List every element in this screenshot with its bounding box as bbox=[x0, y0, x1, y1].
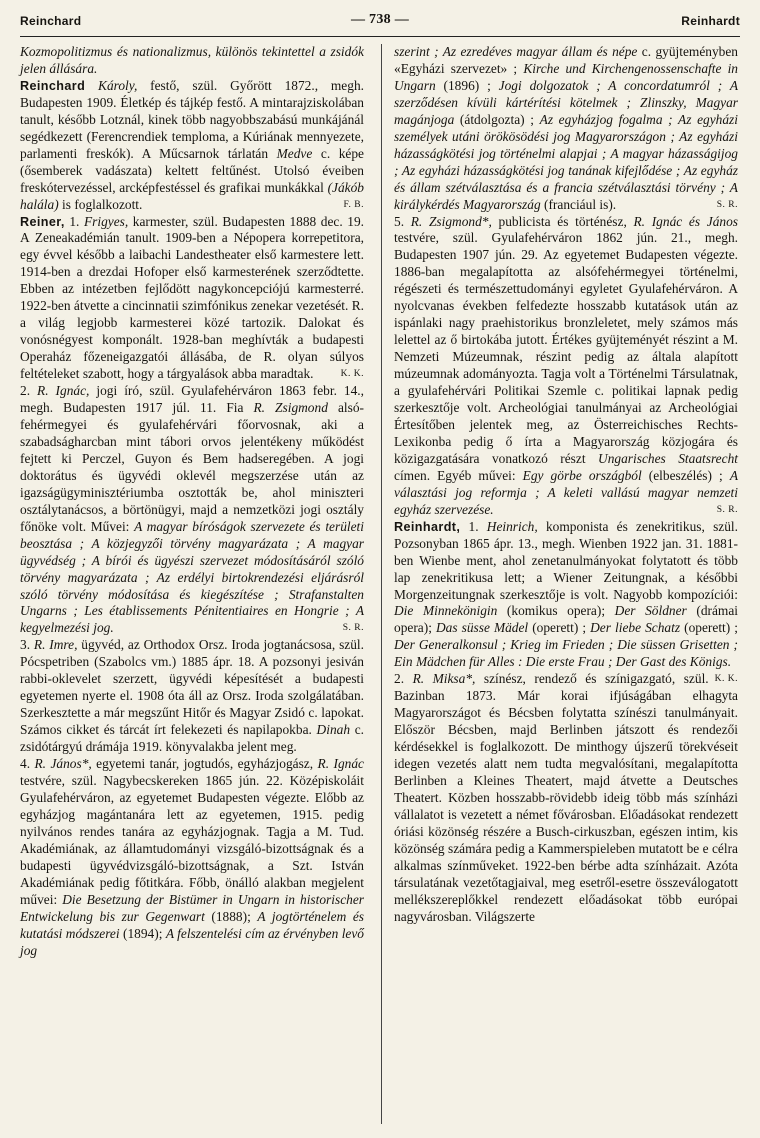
person-name: R. Ignác és János bbox=[633, 213, 738, 229]
person-name: R. Miksa*, bbox=[412, 671, 476, 687]
page-number: — 738 — bbox=[350, 12, 410, 27]
headword: Reinhardt, bbox=[394, 519, 461, 534]
entry-reinhardt-miksa: 2. R. Miksa*, színész, rendező és színigazgató, szül. Bazinban 1873. Már korai ifjúságában elhagyta Magyarországot és Bécsben folytatta színészi tanulmányait. Először Bécsben, majd Berlinben játszott és rendezői kérdésekkel is foglalkozott. De minthogy újszerű törekvéseit idegen vezetés alatt nem tudta megvalósítani, megalapította Berlinben a Kleines Theatert, majd átvette a Deutsches Theatert. Közben hosszabb-rövidebb ideig több más színházi vállalatot is vezetett a német fővárosban. Előadásokat rendezett óriási közönség részére a Busch-cirkuszban, egészen intim, kis közönség számára pedig a Kammerspieleben mutatott be e célra alkalmas színműveket. 1922-ben bérbe adta színházait. Azóta társulatának vezetőtagjaival, meg esetről-esetre összeválogatott mellékszereplőkkel rendezett előadásokat több európai nagyvárosban. Világszerte bbox=[394, 671, 738, 924]
author-signature: K. K. bbox=[340, 369, 364, 380]
author-signature: S. R. bbox=[716, 199, 738, 210]
right-column bbox=[394, 44, 738, 926]
person-name: R. Imre, bbox=[33, 637, 78, 653]
work-title: Ungarisches Staatsrecht bbox=[598, 450, 738, 466]
work-title: A felszentelési cím az érvényben levő jog bbox=[20, 925, 364, 958]
continuation-paragraph: szerint ; Az ezredéves magyar állam és népe c. gyüjteményben «Egyházi szervezet» ; Kirche und Kirchengenossenschafte in Ungarn (1896) ; Jogi dolgozatok ; A concordatumról ; A szerződésen kívüli kártérítési kötelmek ; Zlinszky, Magyar magánjoga (átdolgozta) ; Az egyházjog fogalma ; Az egyházi személyek utáni örökösödési jog Magyarországon ; Az egyházi házasságkötési jog történelmi alapjai ; A magyar házasságijog ; Az egyházi házasságkötési jog tanának kifejlődése ; Az egyház és állam szétválasztása és a francia szétválasztási törvény ; A királykérdés Magyarország (franciául is). S. R. bbox=[394, 44, 738, 212]
left-column bbox=[20, 44, 364, 959]
work-titles: Jogi dolgozatok ; A concordatumról ; A szerződésen kívüli kártérítési kötelmek ; Zlinszky, Magyar magánjoga bbox=[394, 77, 738, 127]
person-name: R. Ignác, bbox=[37, 383, 90, 399]
work-title: Egy görbe országból bbox=[522, 467, 642, 483]
work-titles: Az egyházjog fogalma ; Az egyházi személyek utáni örökösödési jog Magyarországon ; Az egyházi házasságkötési jog történelmi alapjai ; A magyar házasságijog ; Az egyházi házasságkötési jog tanának kifejlődése ; Az egyház és állam szétválasztása és a francia szétválasztási törvény ; A királykérdés Magyarország bbox=[394, 111, 738, 212]
page-header bbox=[20, 12, 740, 37]
person-name: R. János*, bbox=[34, 756, 92, 772]
entry-reinhardt-heinrich: Reinhardt, 1. Heinrich, komponista és zenekritikus, szül. Pozsonyban 1865 ápr. 13., megh. Wienben 1922 jan. 31. 1881-ben Wienbe ment, ahol zenetanulmányokat folytatott és több lap zenekritikusa lett; a Wiener Zeitungnak, a későbbi Morgenzeitungnak szerkesztője is volt. Nagyobb kompozíciói: Die Minnekönigin (komikus opera); Der Söldner (drámai opera); Das süsse Mädel (operett) ; Der liebe Schatz (operett) ; Der Generalkonsul ; Krieg im Frieden ; Die süssen Grisetten ; Ein Mädchen für Alles : Die erste Frau ; Der Gast des Königs. K. K. bbox=[394, 519, 738, 672]
person-name: R. Zsigmond*, bbox=[410, 213, 492, 229]
work-title: Der liebe Schatz bbox=[590, 620, 681, 636]
entry-reiner-frigyes: Reiner, 1. Frigyes, karmester, szül. Budapesten 1888 dec. 19. A Zeneakadémián tanult. 1909-ben a Népopera korrepetitora, egy évvel később a laibachi Landestheater első karmestere lett. 1914-ben a drezdai Hofoper első karmesterének szerződtette. Ebben az intézetben fejlődött nagykoncepciójú karmesterré. 1922-ben átvette a cincinnatii szimfónikus zenekar vezetését. R. a világ legjobb karmesterei közé tartozik. Dalokat és vonósnégyest komponált. 1928-ban meghívták a budapesti Operaház főzeneigazgatói állásába, de R. olyan súlyos feltételeket szabott, hogy a tárgyalások abba maradtak. K. K. bbox=[20, 213, 364, 382]
work-titles: Der Generalkonsul ; Krieg im Frieden ; Die süssen Grisetten ; Ein Mädchen für Alles : Die erste Frau ; Der Gast des Königs. bbox=[394, 637, 738, 670]
person-name: R. Zsigmond bbox=[253, 400, 328, 416]
headword: Reiner, bbox=[20, 214, 65, 229]
work-titles: A magyar bíróságok szervezete és területi beosztása ; A közjegyzői törvény magyarázata ; A magyar ügyvédség ; A bírói és ügyészi szervezet módosításáról szóló törvény magyarázata ; Az erdélyi birtokrendezési eljárásról szóló törvény módosítása és kiegészítése ; Strafanstalten Ungarns ; Les établissements Pénitentiaires en Hongrie ; A kegyelmezési jog. bbox=[20, 518, 364, 636]
entry-reiner-janos: 4. R. János*, egyetemi tanár, jogtudós, egyházjogász, R. Ignác testvére, szül. Nagybecskereken 1865 jún. 22. Középiskoláit Gyulafehérváron, az egyetemet Budapesten végezte. Előbb az egyházjog magántanára lett az egyetemen, 1915. pedig nyilvános rendes tanára az egyházjognak. Tagja a M. Tud. Akadémiának, az államtudományi vizsgáló-bizottságnak és a budapesti ügyvédvizsgáló-bizottságnak, a Szt. István Akadémiának pedig főtitkára. Főbb, önálló alakban megjelent művei: Die Besetzung der Bistümer in Ungarn in historischer Entwickelung bis zur Gegenwart (1888); A jogtörténelem és kutatási módszerei (1894); A felszentelési cím az érvényben levő jog bbox=[20, 756, 364, 958]
work-title: Dinah bbox=[316, 722, 351, 738]
work-title: Die Besetzung der Bistümer in Ungarn in historischer Entwickelung bis zur Gegenwart bbox=[20, 891, 364, 924]
column-divider bbox=[381, 44, 382, 1124]
person-name: R. Ignác bbox=[317, 756, 364, 772]
continuation-paragraph bbox=[20, 44, 364, 78]
work-title: Medve bbox=[276, 145, 313, 161]
work-title: Kirche und Kirchengenossenschafte in Ungarn bbox=[394, 60, 738, 93]
author-signature: S. R. bbox=[342, 623, 364, 634]
author-signature: S. R. bbox=[716, 504, 738, 515]
work-title: szerint ; Az ezredéves magyar állam és népe bbox=[394, 44, 638, 59]
work-title: Der Söldner bbox=[614, 603, 687, 619]
entry-reinchard: Reinchard Károly, festő, szül. Győrött 1872., megh. Budapesten 1909. Életkép és tájkép festő. A mintarajziskolában tanult, később Lotznál, kinek több nagyobbszabású munkájánál segédkezett (Ferencrendiek temploma, a Kúriának mennyezete, parlamenti freskók). A Műcsarnok tárlatán Medve c. képe (ősemberek vadászata) keltett feltűnést. Utolsó éveiben freskótervezéssel, arcképfestéssel és grafikai munkákkal (Jákób halála) is foglalkozott. F. B. bbox=[20, 77, 365, 212]
work-titles: A választási jog reformja ; A keleti vallású magyar nemzeti egyház szervezése. bbox=[394, 467, 738, 517]
headword: Reinchard bbox=[20, 78, 86, 93]
entry-reiner-imre: 3. R. Imre, ügyvéd, az Orthodox Orsz. Iroda jogtanácsosa, szül. Pócspetriben (Szabolcs vm.) 1885 ápr. 18. A pozsonyi jesiván rabbi-oklevelet szerzett, ügyvédi képesítését a budapesti egyetemen nyerte el. 1908 óta áll az Orsz. Iroda szolgálatában. Szerkesztette a már megszűnt Hitőr és Magyar Zsidó c. lapokat. Számos cikket és tárcát írt felekezeti és napilapokba. Dinah c. zsidótárgyú drámája 1919. könyvalakba jelent meg. bbox=[20, 637, 365, 755]
person-name: Heinrich, bbox=[486, 518, 538, 534]
work-title: Die Minnekönigin bbox=[394, 603, 498, 619]
header-right-catchword: Reinhardt bbox=[681, 14, 740, 28]
person-name: Károly, bbox=[98, 77, 138, 93]
work-title: Das süsse Mädel bbox=[435, 620, 529, 636]
person-name: Frigyes, bbox=[83, 213, 129, 229]
header-left-catchword: Reinchard bbox=[20, 14, 82, 28]
entry-reiner-ignac: 2. R. Ignác, jogi író, szül. Gyulafehérváron 1863 febr. 14., megh. Budapesten 1917 júl. 11. Fia R. Zsigmond alsó-fehérmegyei és gyulafehérvári főorvosnak, aki a szabadságharcban mint tábori orvos jelentékeny működést fejtett ki Perczel, Guyon és Bem hadseregében. A jogi doktorátus és ügyvédi oklevél megszerzése után az igazságügyminisztériumba osztották be, ahol miniszteri osztálytanácsos, a börtönügyi, majd a nemzetközi jogi osztály főnöke volt. Művei: A magyar bíróságok szervezete és területi beosztása ; A közjegyzői törvény magyarázata ; A magyar ügyvédség ; A bírói és ügyészi szervezet módosításáról szóló törvény magyarázata ; Az erdélyi birtokrendezési eljárásról szóló törvény módosítása és kiegészítése ; Strafanstalten Ungarns ; Les établissements Pénitentiaires en Hongrie ; A kegyelmezési jog. S. R. bbox=[20, 383, 365, 636]
work-title: (Jákób halála) bbox=[20, 179, 364, 212]
work-title: Kozmopolitizmus és nationalizmus, különös tekintettel a zsidók jelen állására. bbox=[20, 44, 364, 76]
entry-reiner-zsigmond: 5. R. Zsigmond*, publicista és történész, R. Ignác és János testvére, szül. Gyulafehérváron 1862 jún. 21., megh. Budapesten 1907 jún. 29. Az egyetemet Budapesten végezte. 1886-ban megalapította az alsófehérmegyei történelmi, régészeti és természettudományi egyletet Gyulafehérváron. A nyolcvanas években felfedezte hosszabb kutatások után az ispánlaki nagy praehistorikus bronzleletet, mely számos más lelettel az ő birtokába jutott. Értékes gyüjteményét részint a M. Nemzeti Múzeumnak, részint pedig az általa alapított múzeumnak adományozta. Tagja volt a Történelmi Társulatnak, a gyulafehérvári Politikai Szemle c. politikai lapnak pedig szerkesztője volt. Archeológiai tanulmányai az Archeológiai Értesítőben jelentek meg, az Österreichisches Rechts-Lexikonba pedig ő írta a Magyarország közjogára és közigazgatására vonatkozó részt Ungarisches Staatsrecht címen. Egyéb művei: Egy görbe országból (elbeszélés) ; A választási jog reformja ; A keleti vallású magyar nemzeti egyház szervezése. S. R. bbox=[394, 213, 738, 517]
work-title: A jogtörténelem és kutatási módszerei bbox=[20, 908, 364, 941]
author-signature: K. K. bbox=[714, 674, 738, 685]
author-signature: F. B. bbox=[343, 199, 364, 210]
